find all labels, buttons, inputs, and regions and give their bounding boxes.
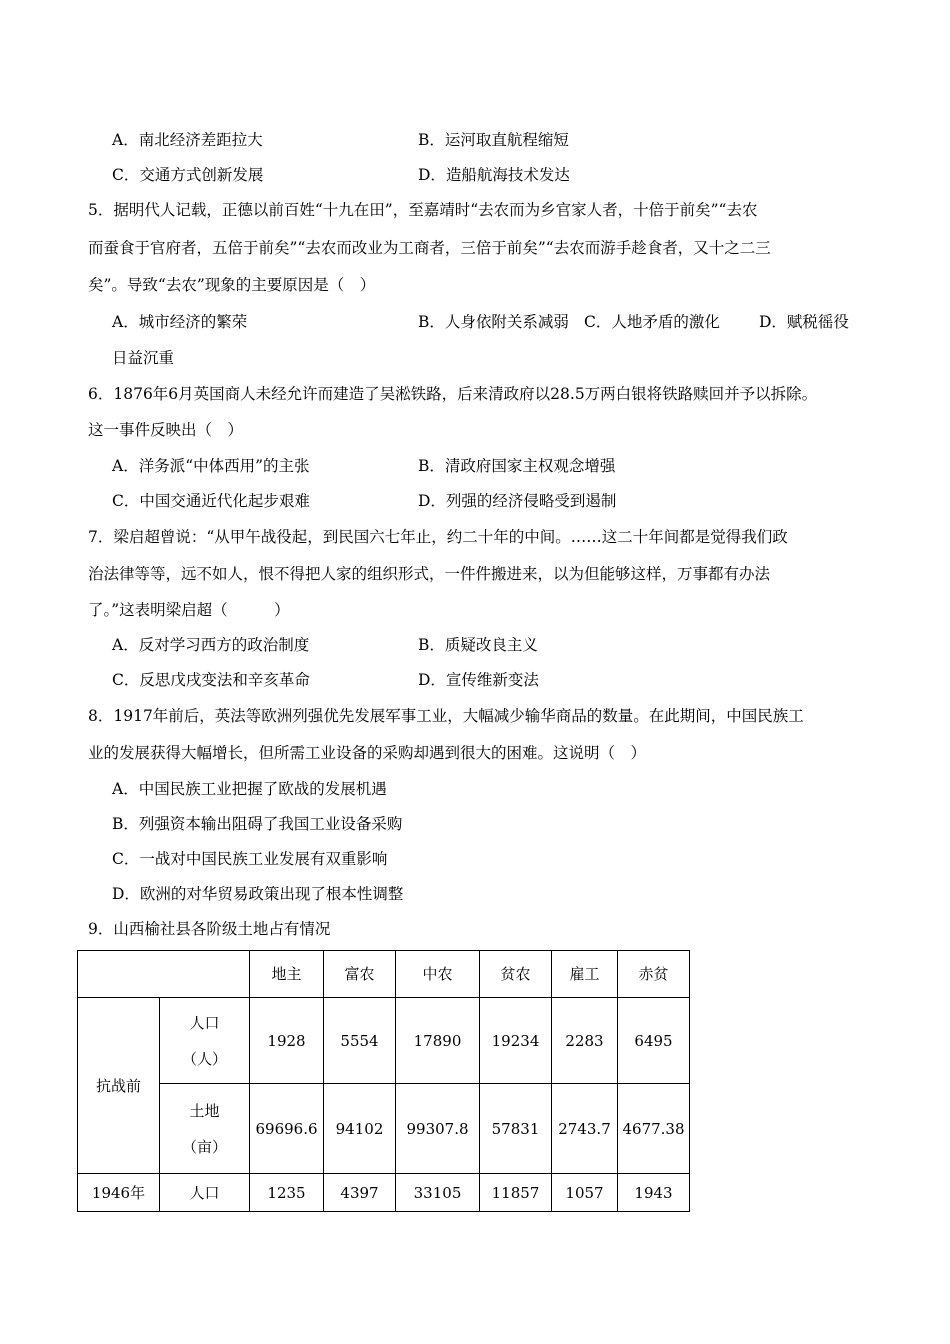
q6-stem-line-1: 6．1876年6月英国商人未经允许而建造了吴淞铁路，后来清政府以28.5万两白银将铁路赎回并予以拆除。 xyxy=(88,385,818,403)
q8-option-b: B．列强资本输出阻碍了我国工业设备采购 xyxy=(112,815,403,833)
land-table xyxy=(77,950,690,1212)
data-cell: 6495 xyxy=(618,998,690,1084)
row-label-cell xyxy=(160,998,250,1084)
data-cell: 4677.38 xyxy=(618,1084,690,1174)
data-cell: 19234 xyxy=(480,998,552,1084)
data-cell: 33105 xyxy=(396,1174,480,1212)
data-cell: 1943 xyxy=(618,1174,690,1212)
q4-option-a: A．南北经济差距拉大 xyxy=(112,131,263,149)
row-label-line: （人） xyxy=(181,1049,227,1068)
q6-stem-line-2: 这一事件反映出（ ） xyxy=(88,421,244,439)
header-cell: 富农 xyxy=(324,951,396,998)
q7-stem-line-2: 治法律等等，远不如人，恨不得把人家的组织形式，一件件搬进来，以为但能够这样，万事都有办法 xyxy=(88,565,771,583)
q6-option-b: B．清政府国家主权观念增强 xyxy=(418,457,616,475)
header-cell: 赤贫 xyxy=(618,951,690,998)
q5-stem-line-3: 矣”。导致“去农”现象的主要原因是（ ） xyxy=(88,276,376,294)
data-cell: 57831 xyxy=(480,1084,552,1174)
q7-stem-line-3: 了。”这表明梁启超（ ） xyxy=(88,601,290,619)
q5-option-d-wrap: 日益沉重 xyxy=(112,349,175,367)
table-row xyxy=(78,1084,690,1174)
header-blank-cell xyxy=(78,951,250,998)
data-cell: 94102 xyxy=(324,1084,396,1174)
header-cell: 地主 xyxy=(250,951,324,998)
q7-stem-line-1: 7．梁启超曾说：“从甲午战役起，到民国六七年止，约二十年的中间。……这二十年间都是觉得我们政 xyxy=(88,528,788,546)
q6-option-c: C．中国交通近代化起步艰难 xyxy=(112,492,310,510)
table-header-row xyxy=(78,951,690,998)
q5-stem-line-2: 而蚕食于官府者，五倍于前矣”“去农而改业为工商者，三倍于前矣”“去农而游手趁食者，又十之二三 xyxy=(88,239,771,257)
q5-option-a: A．城市经济的繁荣 xyxy=(112,313,248,331)
table-row xyxy=(78,998,690,1084)
q7-option-b: B．质疑改良主义 xyxy=(418,636,538,654)
q4-option-d: D．造船航海技术发达 xyxy=(418,166,570,184)
q4-option-b: B．运河取直航程缩短 xyxy=(418,131,569,149)
q5-option-d: D．赋税徭役 xyxy=(759,313,849,331)
data-cell: 1928 xyxy=(250,998,324,1084)
q4-option-c: C．交通方式创新发展 xyxy=(112,166,264,184)
q7-option-c: C．反思戊戌变法和辛亥革命 xyxy=(112,671,310,689)
row-label-line: 土地 xyxy=(189,1101,220,1120)
q8-stem-line-1: 8．1917年前后，英法等欧洲列强优先发展军事工业，大幅减少输华商品的数量。在此期间，中国民族工 xyxy=(88,707,804,725)
period-cell: 抗战前 xyxy=(78,998,160,1174)
q5-stem-line-1: 5．据明代人记载，正德以前百姓“十九在田”，至嘉靖时“去农而为乡官家人者，十倍于前矣”“去农 xyxy=(88,201,758,219)
data-cell: 1057 xyxy=(552,1174,618,1212)
table-row xyxy=(78,1174,690,1212)
q8-stem-line-2: 业的发展获得大幅增长，但所需工业设备的采购却遇到很大的困难。这说明（ ） xyxy=(88,744,647,762)
q8-option-d: D．欧洲的对华贸易政策出现了根本性调整 xyxy=(112,885,404,903)
data-cell: 5554 xyxy=(324,998,396,1084)
q5-option-b: B．人身依附关系减弱 xyxy=(418,313,569,331)
data-cell: 17890 xyxy=(396,998,480,1084)
q5-option-c: C．人地矛盾的激化 xyxy=(584,313,720,331)
q7-option-a: A．反对学习西方的政治制度 xyxy=(112,636,310,654)
q6-option-d: D．列强的经济侵略受到遏制 xyxy=(418,492,617,510)
q8-option-c: C．一战对中国民族工业发展有双重影响 xyxy=(112,850,388,868)
q9-title: 9．山西榆社县各阶级土地占有情况 xyxy=(88,920,331,938)
row-label-line: （亩） xyxy=(181,1137,227,1156)
data-cell: 69696.6 xyxy=(250,1084,324,1174)
header-cell: 雇工 xyxy=(552,951,618,998)
data-cell: 99307.8 xyxy=(396,1084,480,1174)
data-cell: 1235 xyxy=(250,1174,324,1212)
header-cell: 贫农 xyxy=(480,951,552,998)
row-label-cell xyxy=(160,1084,250,1174)
header-cell: 中农 xyxy=(396,951,480,998)
period-cell: 1946年 xyxy=(78,1174,160,1212)
data-cell: 11857 xyxy=(480,1174,552,1212)
q8-option-a: A．中国民族工业把握了欧战的发展机遇 xyxy=(112,780,387,798)
data-cell: 2743.7 xyxy=(552,1084,618,1174)
row-label-cell: 人口 xyxy=(160,1174,250,1212)
data-cell: 4397 xyxy=(324,1174,396,1212)
q6-option-a: A．洋务派“中体西用”的主张 xyxy=(112,457,310,475)
data-cell: 2283 xyxy=(552,998,618,1084)
row-label-line: 人口 xyxy=(189,1013,220,1032)
q7-option-d: D．宣传维新变法 xyxy=(418,671,539,689)
